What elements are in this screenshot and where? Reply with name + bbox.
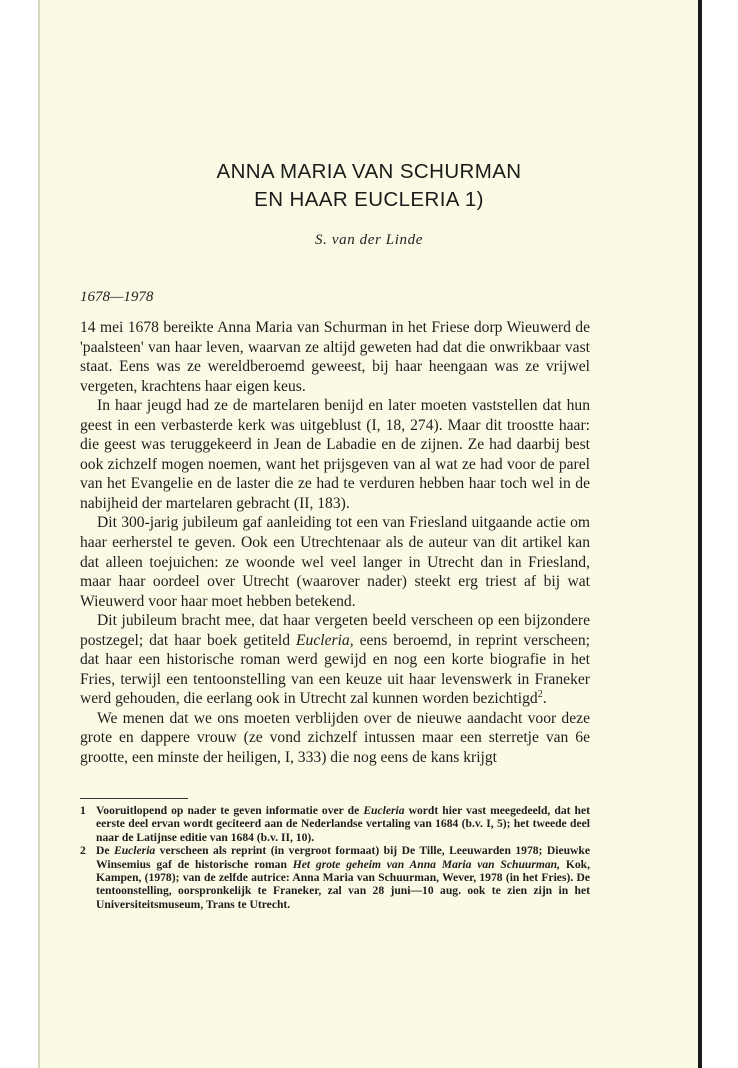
paragraph-2	[80, 396, 590, 513]
footnote-2-book-title: Eucleria	[113, 844, 156, 858]
footnote-2-text-a: De	[96, 844, 114, 858]
article-title-line-2: EN HAAR EUCLERIA 1)	[254, 188, 484, 211]
paragraph-4-book-title: Eucleria,	[296, 631, 354, 649]
footnote-2-text-e: Kok, Kampen, (1978); van de zelfde autrice: Anna Maria van Schuurman, Wever, 1978 (in het Fries). De tentoonstelling, oorspronkelijk te Franeker, zal van 28 juni—10 aug. ook te zien zijn in het Universiteitsmuseum, Trans te Utrecht.	[96, 857, 590, 911]
footnote-2-text-c: verscheen als reprint (in vergroot formaat) bij De Tille, Leeuwarden 1978; Dieuwke Winsemius gaf de historische roman	[96, 844, 591, 871]
paragraph-5	[80, 709, 590, 768]
paragraph-4-text-c: eens beroemd, in reprint verscheen; dat haar een historische roman werd gewijd en nog een korte biografie in het Fries, terwijl een tentoonstelling van een keuze uit haar levenswerk in Franeker werd gehouden, die eerlang ook in Utrecht zal kunnen worden bezichtigd	[80, 631, 590, 708]
article-author: S. van der Linde	[315, 232, 423, 248]
paragraph-5-text: We menen dat we ons moeten verblijden over de nieuwe aandacht voor deze grote en dappere vrouw (ze vond zichzelf intussen maar een sterretje van 6e grootte, een minste der heiligen, I, 333) die nog eens de kans krijgt	[80, 709, 590, 767]
footnote-1	[80, 804, 590, 844]
paragraph-3	[80, 513, 590, 611]
paragraph-4-text-d: .	[542, 690, 547, 708]
footnote-2-text	[96, 844, 590, 911]
paragraph-1-text: 14 mei 1678 bereikte Anna Maria van Schurman in het Friese dorp Wieuwerd de 'paalsteen' van haar leven, waarvan ze altijd geweten had dat die onwrikbaar vast staat. Eens was ze wereldberoemd geweest, bij haar heengaan was ze vrijwel vergeten, krachtens haar eigen keus.	[80, 319, 590, 395]
footnote-2-number: 2	[80, 844, 86, 858]
footnote-1-number: 1	[80, 804, 86, 817]
footnote-2-novel-title: Het grote geheim van Anna Maria van Schuurman,	[292, 857, 561, 871]
footnote-1-text	[96, 804, 590, 844]
footnote-rule	[80, 798, 188, 799]
footnotes	[80, 804, 590, 911]
article-title-line-1: ANNA MARIA VAN SCHURMAN	[216, 160, 522, 183]
footnote-ref-2: 2	[537, 689, 543, 701]
footnote-1-text-c: wordt hier vast meegedeeld, dat het eerste deel ervan wordt geciteerd aan de Nederlandse vertaling van 1684 (b.v. I, 5); het tweede deel naar de Latijnse editie van 1684 (b.v. II, 10).	[96, 804, 590, 844]
footnote-1-book-title: Eucleria	[363, 804, 405, 817]
footnote-1-text-a: Vooruitlopend op nader te geven informatie over de	[96, 804, 364, 817]
article-body	[80, 318, 590, 768]
paragraph-4	[80, 611, 590, 709]
paragraph-4-text-a: Dit jubileum bracht mee, dat haar vergeten beeld verscheen op een bijzondere postzegel; dat haar boek getiteld	[80, 612, 590, 649]
paragraph-2-text: In haar jeugd had ze de martelaren benijd en later moeten vaststellen dat hun geest in een verbasterde kerk was uitgeblust (I, 18, 274). Maar dit troostte haar: die geest was teruggekeerd in Jean de Labadie en de zijnen. Ze had daarbij best ook zichzelf mogen noemen, want het prijsgeven van al wat ze had voor de parel van het Evangelie en de laster die ze had te verduren hebben haar toch wel in de nabijheid der martelaren gebracht (II, 183).	[80, 397, 590, 512]
footnote-2	[80, 844, 590, 911]
paragraph-3-text: Dit 300-jarig jubileum gaf aanleiding tot een van Friesland uitgaande actie om haar eerherstel te geven. Ook een Utrechtenaar als de auteur van dit artikel kan dat alleen toejuichen: ze woonde wel veel langer in Utrecht dan in Friesland, maar haar oordeel over Utrecht (waarover nader) steekt erg triest af bij wat Wieuwerd voor haar moet hebben betekend.	[80, 514, 590, 610]
section-heading: 1678—1978	[80, 289, 154, 305]
paragraph-1	[80, 318, 590, 396]
